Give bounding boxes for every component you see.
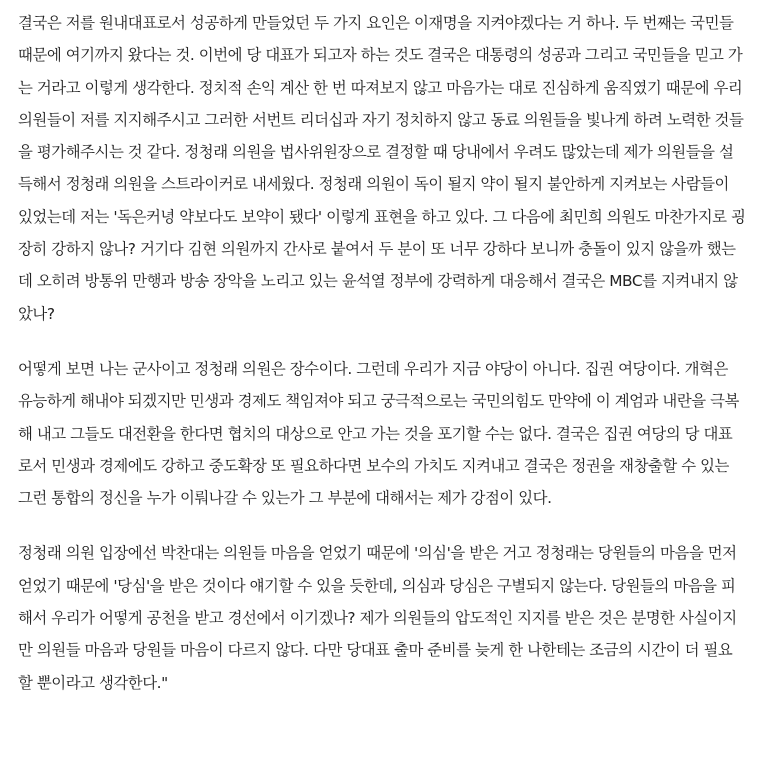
paragraph-1: 결국은 저를 원내대표로서 성공하게 만들었던 두 가지 요인은 이재명을 지켜야겠다는 거 하나. 두 번째는 국민들 때문에 여기까지 왔다는 것. 이번에 당 대표가 되고자 하는 것도 결국은 대통령의 성공과 그리고 국민들을 믿고 가는 거라고 이렇게 생각한다. 정치적 손익 계산 한 번 따져보지 않고 마음가는 대로 진심하게 움직였기 때문에 우리 의원들이 저를 지지해주시고 그러한 서번트 리더십과 자기 정치하지 않고 동료 의원들을 빛나게 하려 노력한 것들을 평가해주시는 것 같다. 정청래 의원을 법사위원장으로 결정할 때 당내에서 우려도 많았는데 제가 의원들을 설득해서 정청래 의원을 스트라이커로 내세웠다. 정청래 의원이 독이 될지 약이 될지 불안하게 지켜보는 사람들이 있었는데 저는 '독은커녕 약보다도 보약이 됐다' 이렇게 표현을 하고 있다. 그 다음에 최민희 의원도 마찬가지로 굉장히 강하지 않나? 거기다 김현 의원까지 간사로 붙여서 두 분이 또 너무 강하다 보니까 충돌이 있지 않을까 했는데 오히려 방통위 만행과 방송 장악을 노리고 있는 윤석열 정부에 강력하게 대응해서 결국은 MBC를 지켜내지 않았나? bbox=[18, 14, 746, 323]
paragraph-2: 어떻게 보면 나는 군사이고 정청래 의원은 장수이다. 그런데 우리가 지금 야당이 아니다. 집권 여당이다. 개혁은 유능하게 해내야 되겠지만 민생과 경제도 책임져야 되고 궁극적으로는 국민의힘도 만약에 이 계엄과 내란을 극복해 내고 그들도 대전환을 한다면 협치의 대상으로 안고 가는 것을 포기할 수는 없다. 결국은 집권 여당의 당 대표로서 민생과 경제에도 강하고 중도확장 또 필요하다면 보수의 가치도 지켜내고 결국은 정권을 재창출할 수 있는 그런 통합의 정신을 누가 이뤄나갈 수 있는가 그 부분에 대해서는 제가 강점이 있다. bbox=[18, 359, 739, 508]
paragraph-3: 정청래 의원 입장에선 박찬대는 의원들 마음을 얻었기 때문에 '의심'을 받은 거고 정청래는 당원들의 마음을 먼저 얻었기 때문에 '당심'을 받은 것이다 얘기할 수 있을 듯한데, 의심과 당심은 구별되지 않는다. 당원들의 마음을 피해서 우리가 어떻게 공천을 받고 경선에서 이기겠나? 제가 의원들의 압도적인 지지를 받은 것은 분명한 사실이지만 의원들 마음과 당원들 마음이 다르지 않다. 다만 당대표 출마 준비를 늦게 한 나한테는 조금의 시간이 더 필요할 뿐이라고 생각한다." bbox=[18, 544, 737, 692]
